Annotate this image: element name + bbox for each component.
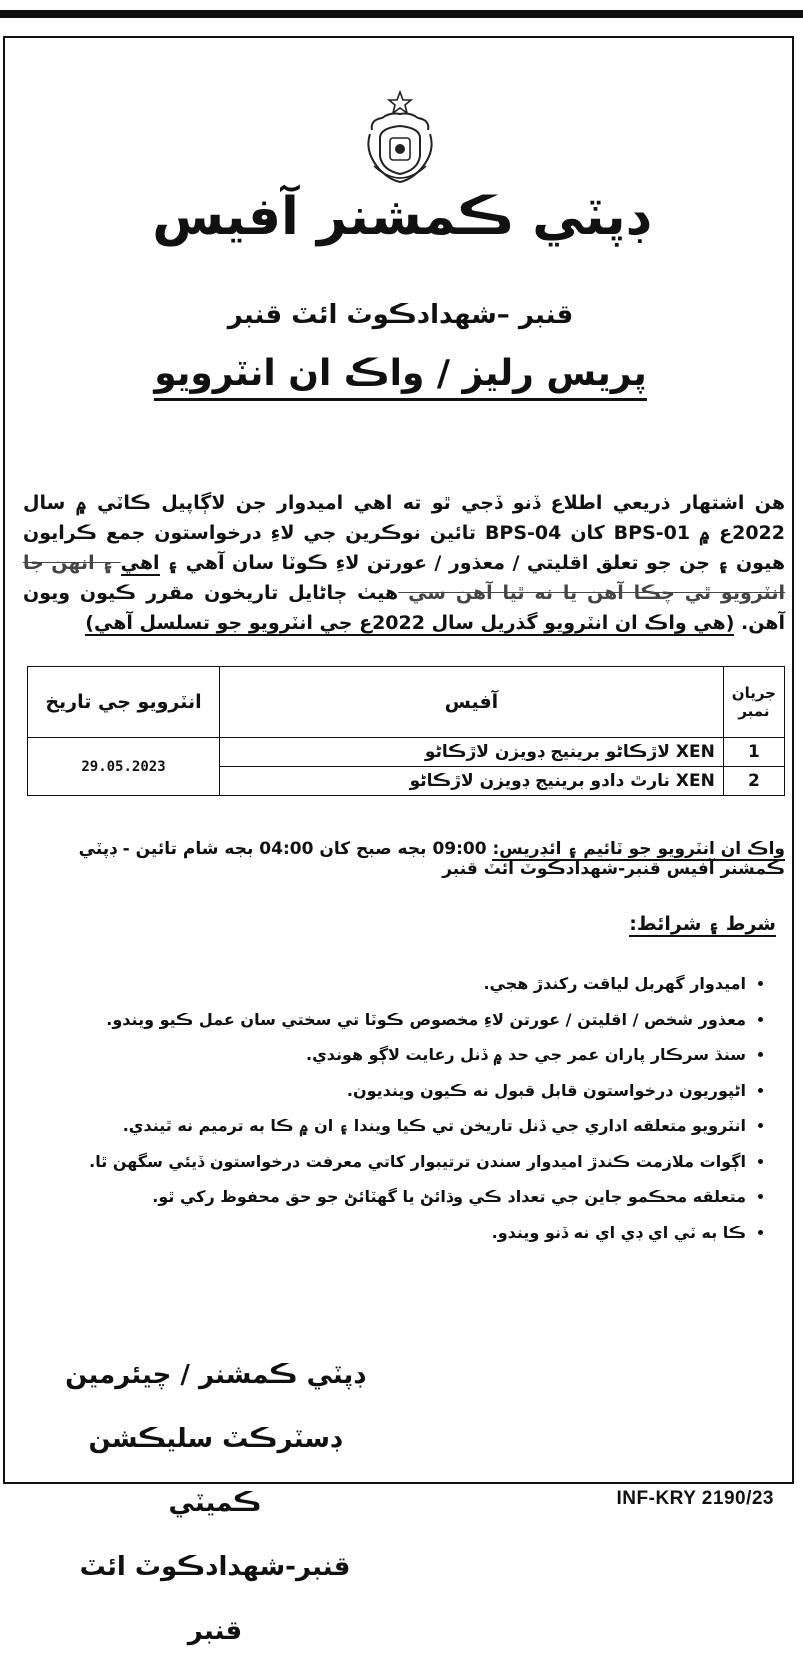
release-title-text: پريس رليز / واڪ ان انٽرويو <box>154 353 646 401</box>
list-item: • اميدوار گهربل لياقت رکندڙ هجي. <box>26 966 746 1002</box>
notice-underlined-2: (هي واڪ ان انٽرويو گذريل سال 2022ع جي انٽرويو جو تسلسل آهي) <box>85 612 735 634</box>
signature-block <box>65 1343 365 1663</box>
list-item: • اڳوات ملازمت ڪندڙ اميدوار سندن ترتيبوار کاتي معرفت درخواستون ڏيئي سگهن ٿا. <box>26 1144 746 1180</box>
release-title <box>5 353 796 394</box>
table-header-row <box>28 667 785 738</box>
row-office: XEN لاڙڪاڻو برينيج ڊويزن لاڙڪاڻو <box>220 738 724 767</box>
list-item: • اڻپوريون درخواستون قابل قبول نه ڪيون وينديون. <box>26 1073 746 1109</box>
list-item: • ڪا به ٽي اي ڊي اي نه ڏنو ويندو. <box>26 1215 746 1251</box>
interview-timing <box>27 838 785 879</box>
notice-text-2: هيٺ ڄاڻايل تاريخون مقرر ڪيون ويون آهن. <box>23 582 785 634</box>
header-office: آفيس <box>220 667 724 738</box>
office-location: قنبر –شهدادڪوٽ ائٽ قنبر <box>227 300 574 330</box>
notice-text-1: هن اشتهار ذريعي اطلاع ڏنو ڏجي ٿو ته اهي اميدوار جن لاڳاپيل ڪاٽي ۾ سال 2022ع ۾ BPS-01 کان BPS-04 تائين نوڪرين جي لاءِ درخواستون جمع ڪرايون هيون ۽ جن جو تعلق اقليتي / معذور / عورتن لاءِ ڪوٽا سان آهي ۽ <box>23 492 786 574</box>
notice-paragraph <box>23 488 785 638</box>
timing-label: واڪ ان انٽرويو جو ٽائيم ۽ ائڊريس: <box>492 839 785 859</box>
list-item: • سنڌ سرڪار پاران عمر جي حد ۾ ڏنل رعايت لاڳو هوندي. <box>26 1037 746 1073</box>
page-title: ڊپٽي ڪمشنر آفيس <box>152 187 649 247</box>
notice-underlined-1: اهي <box>120 552 160 574</box>
government-seal-icon <box>360 90 440 186</box>
list-item: • متعلقه محڪمو جاين جي تعداد ڪي وڌائڻ يا گهٽائڻ جو حق محفوظ رکي ٿو. <box>26 1179 746 1215</box>
notice-struck-text: ۽ انهن جا انٽرويو ٿي چڪا آهن يا نه ٿيا آهن سي <box>23 552 785 604</box>
reference-number: INF-KRY 2190/23 <box>616 1488 774 1509</box>
table-row <box>28 738 785 767</box>
conditions-title <box>629 913 776 935</box>
row-office: XEN نارٿ دادو برينيج ڊويزن لاڙڪاڻو <box>220 767 724 796</box>
signature-line-2: ڊسٽرڪٽ سليڪشن ڪميٽي <box>88 1424 342 1518</box>
interview-date: 29.05.2023 <box>28 738 220 796</box>
list-item: • انٽرويو متعلقه اداري جي ڏنل تاريخن تي ڪيا ويندا ۽ ان ۾ ڪا به ترميم نه ٿيندي. <box>26 1108 746 1144</box>
conditions-list <box>26 966 772 1250</box>
offices-table <box>27 666 785 796</box>
row-serial: 2 <box>723 767 784 796</box>
row-serial: 1 <box>723 738 784 767</box>
signature-line-1: ڊپٽي ڪمشنر / چيئرمين <box>65 1360 365 1390</box>
header-serial: جريان نمبر <box>723 667 784 738</box>
notice-frame <box>3 36 794 1646</box>
top-rule <box>0 10 803 18</box>
list-item: • معذور شخص / اقليتن / عورتن لاءِ مخصوص ڪوٽا تي سختي سان عمل ڪيو ويندو. <box>26 1002 746 1038</box>
header-date: انٽرويو جي تاريخ <box>28 667 220 738</box>
timing-value: 09:00 بجه صبح کان 04:00 بجه شام تائين - ڊپٽي ڪمشنر آفيس قنبر-شهدادڪوٽ ائٽ قنبر <box>78 839 785 879</box>
signature-line-3: قنبر-شهدادڪوٽ ائٽ قنبر <box>79 1552 351 1646</box>
conditions-title-text: شرط ۽ شرائط: <box>629 913 776 935</box>
